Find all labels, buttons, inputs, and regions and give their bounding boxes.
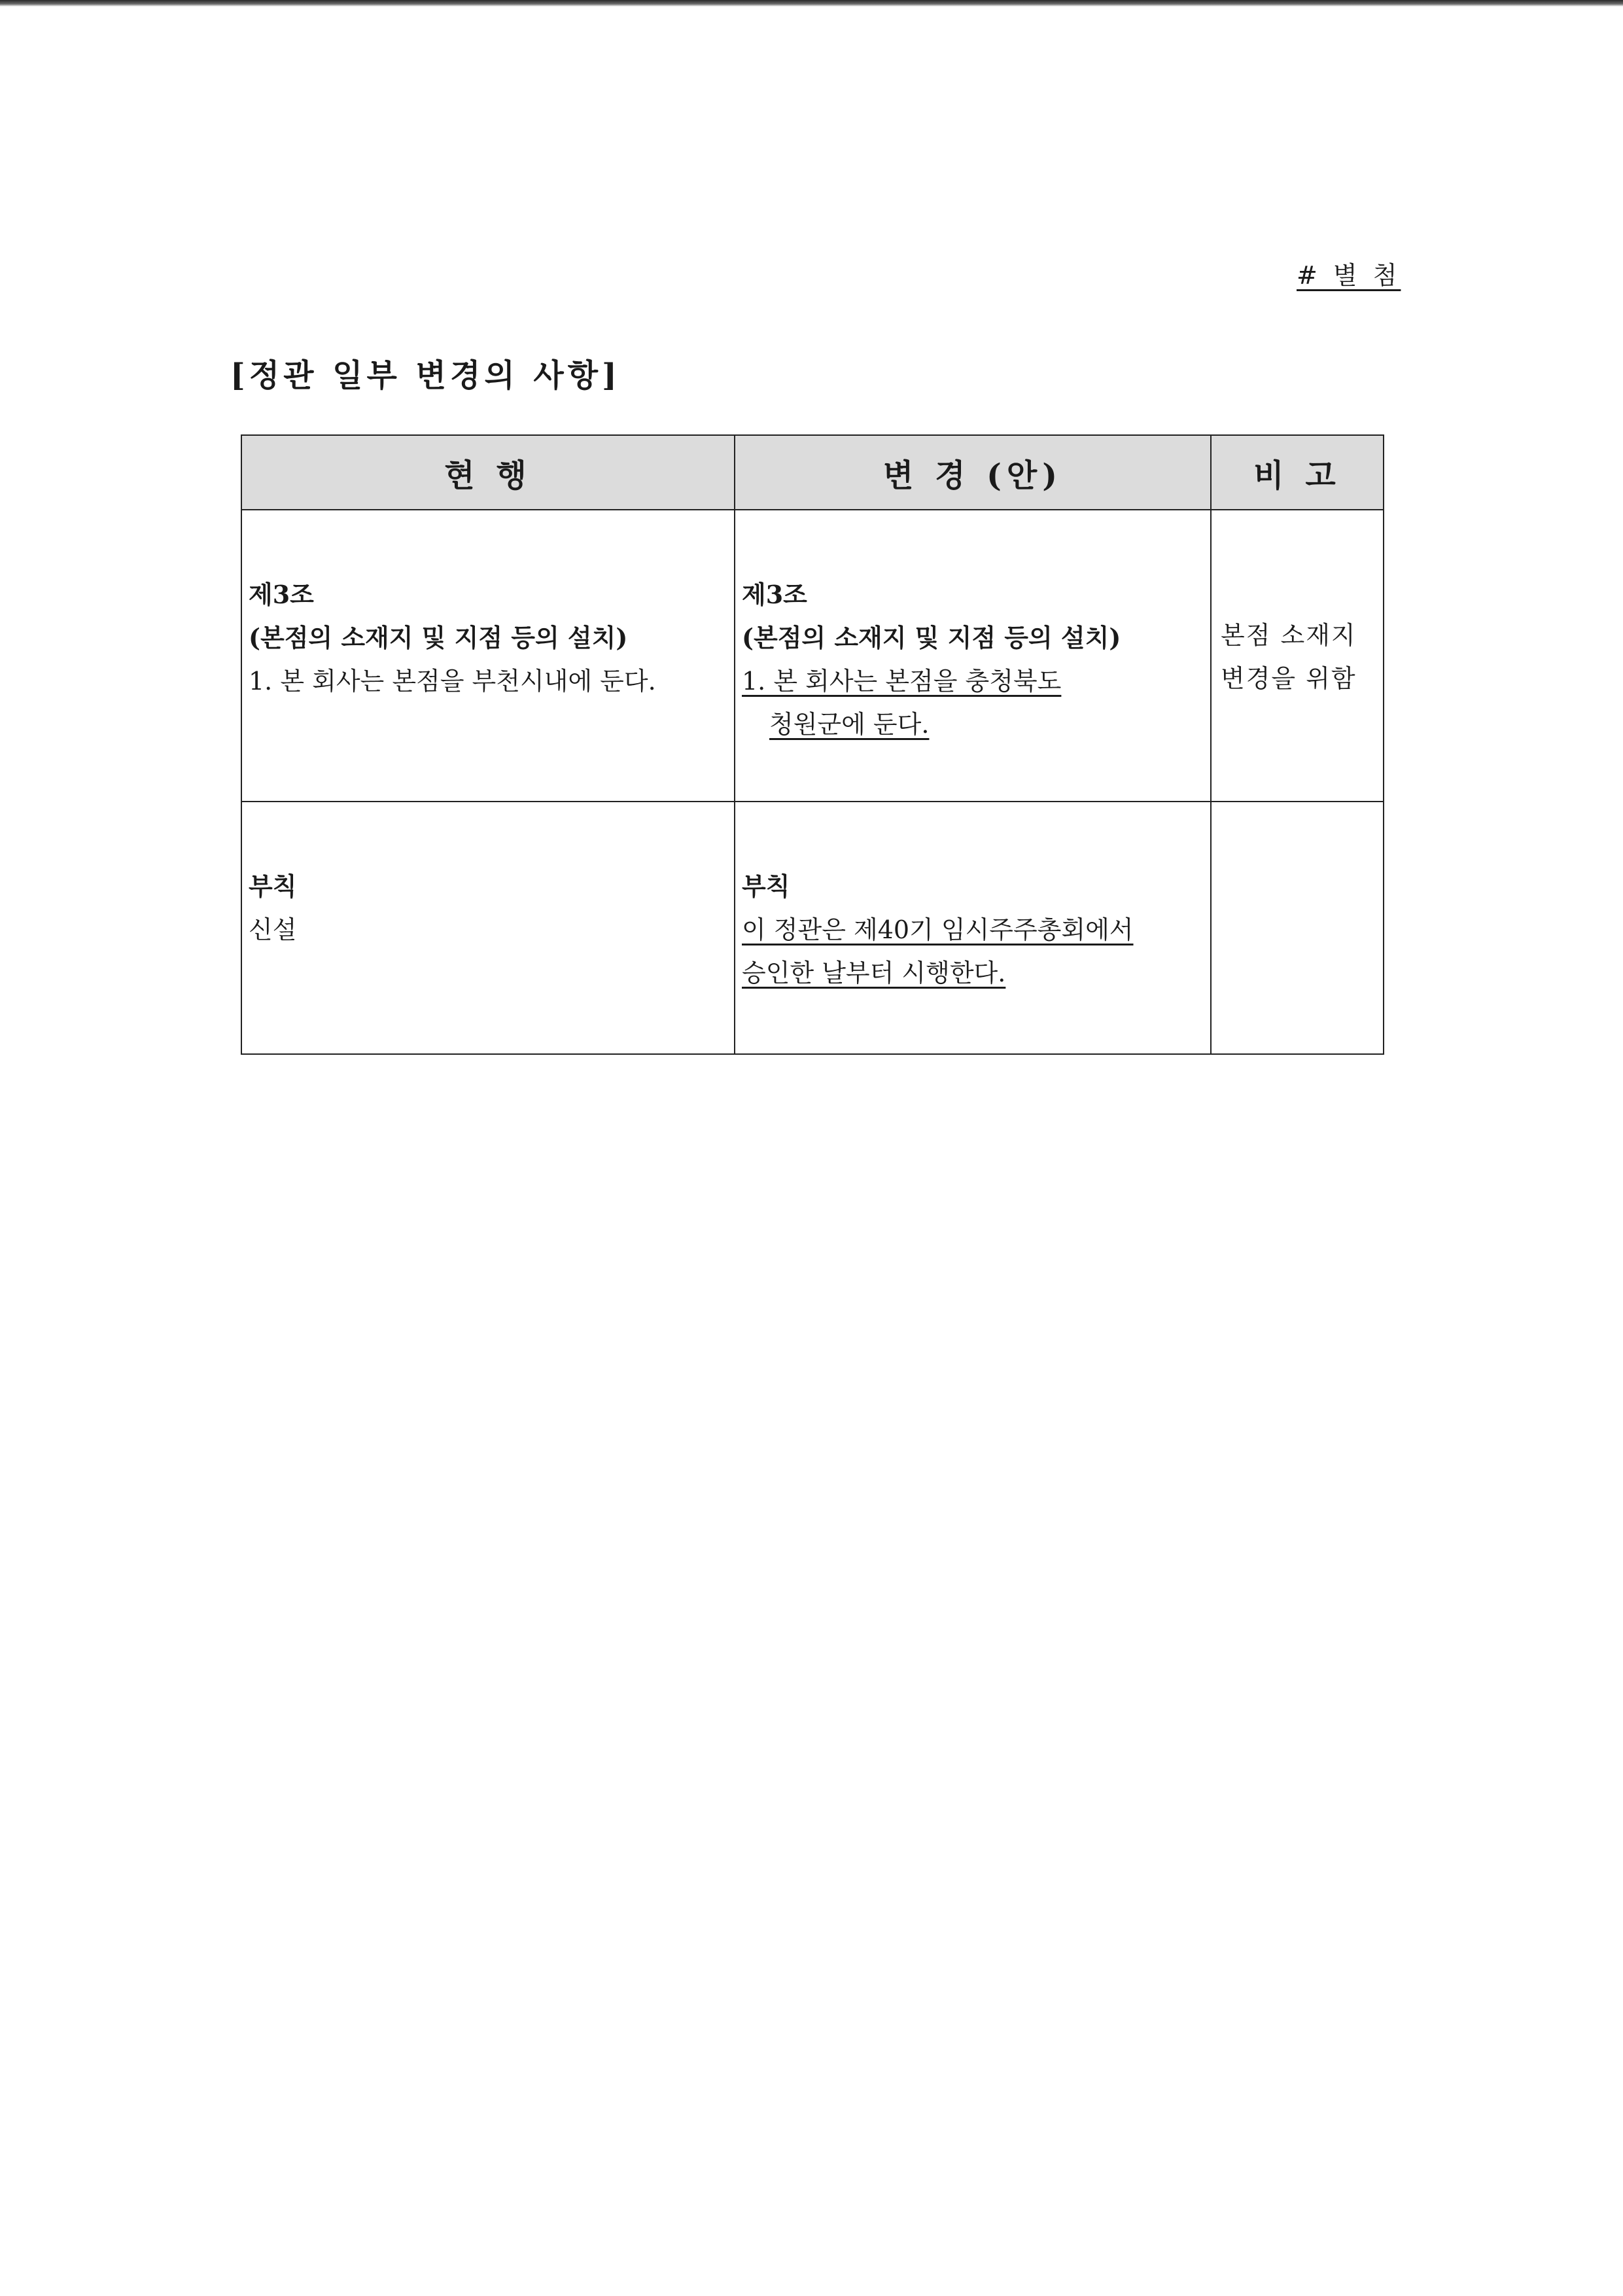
amended-text-line-1: 1. 본 회사는 본점을 충청북도 xyxy=(742,667,1062,696)
table-row xyxy=(241,510,1384,802)
current-cell xyxy=(241,802,735,1054)
amended-text-line-2: 승인한 날부터 시행한다. xyxy=(742,959,1006,987)
article-text: 1. 본 회사는 본점을 부천시내에 둔다. xyxy=(249,667,656,696)
scan-edge xyxy=(0,0,1623,7)
proposed-cell xyxy=(735,510,1211,802)
article-text: 신설 xyxy=(249,915,297,944)
amended-text-line-1: 이 정관은 제40기 임시주주총회에서 xyxy=(742,915,1134,944)
header-proposed: 변 경 (안) xyxy=(735,435,1211,510)
page-title: [정관 일부 변경의 사항] xyxy=(230,357,621,394)
note-line-1: 본점 소재지 xyxy=(1221,621,1357,650)
attachment-mark: # 별 첨 xyxy=(1297,261,1401,290)
note-line-2: 변경을 위함 xyxy=(1221,664,1357,693)
table-header-row xyxy=(241,435,1384,510)
article-number: 제3조 xyxy=(249,580,314,609)
article-number: 부칙 xyxy=(742,872,790,901)
amended-text-line-2: 청원군에 둔다. xyxy=(769,710,930,739)
proposed-cell xyxy=(735,802,1211,1054)
article-number: 부칙 xyxy=(249,872,297,901)
header-note: 비 고 xyxy=(1211,435,1384,510)
amendment-table xyxy=(241,434,1384,1055)
article-number: 제3조 xyxy=(742,580,807,609)
article-heading: (본점의 소재지 및 지점 등의 설치) xyxy=(742,623,1121,652)
note-cell xyxy=(1211,802,1384,1054)
note-cell xyxy=(1211,510,1384,802)
table-row xyxy=(241,802,1384,1054)
article-heading: (본점의 소재지 및 지점 등의 설치) xyxy=(249,623,628,652)
current-cell xyxy=(241,510,735,802)
header-current: 현 행 xyxy=(241,435,735,510)
